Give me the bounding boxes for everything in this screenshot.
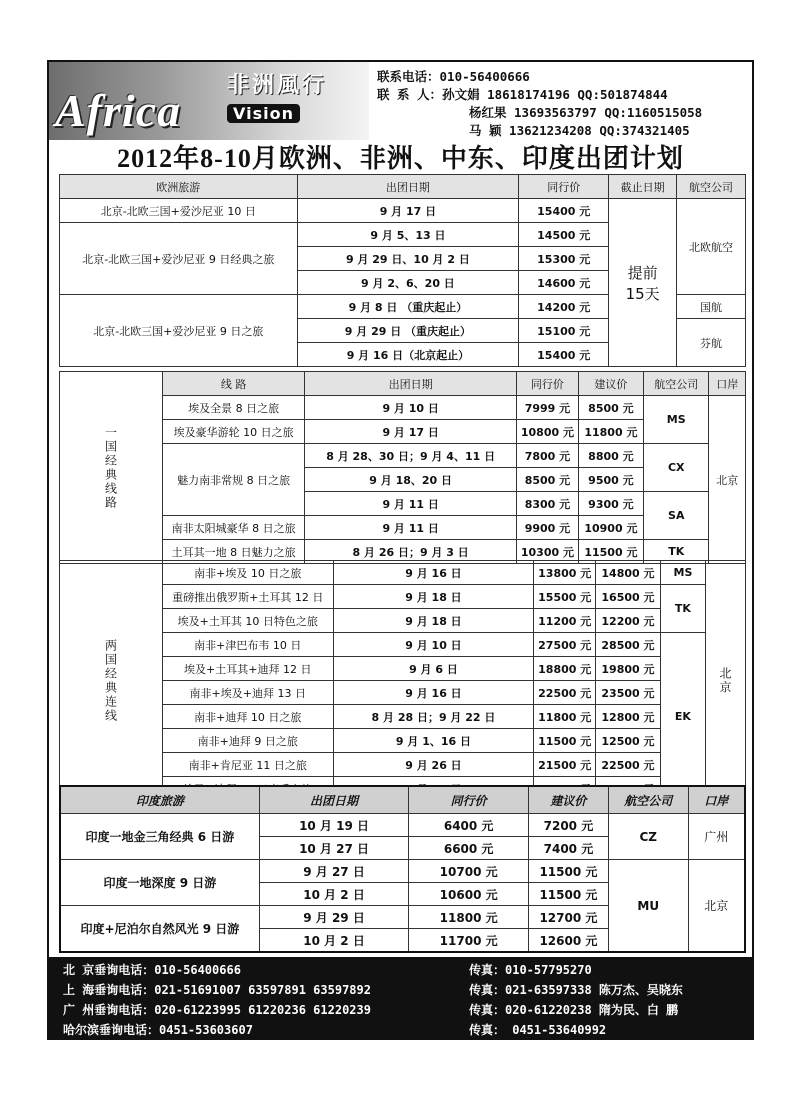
footer-contacts: [49, 957, 752, 1040]
departure-date: 8 月 28 日；9 月 22 日: [333, 705, 534, 729]
trade-price: 6600 元: [409, 837, 529, 860]
trade-price: 22500 元: [534, 681, 596, 705]
table-row: [60, 199, 746, 223]
trade-price: 7999 元: [517, 396, 579, 420]
route-name: 南非太阳城豪华 8 日之旅: [163, 516, 305, 540]
table-row: [60, 753, 746, 777]
suggested-price: 7200 元: [529, 814, 609, 837]
contact-row: [377, 68, 702, 86]
trade-price: 14600 元: [519, 271, 609, 295]
col-header: 出团日期: [305, 372, 517, 396]
logo-chinese: 非洲風行: [227, 73, 328, 98]
contact-row: [377, 86, 702, 104]
contact-info: [377, 68, 702, 140]
suggested-price: 12600 元: [529, 929, 609, 953]
brochure-page: [47, 60, 754, 1040]
route-name: 印度一地金三角经典 6 日游: [60, 814, 259, 860]
airline: MS: [660, 561, 705, 585]
departure-date: 9 月 16 日: [333, 681, 534, 705]
table-row: [60, 657, 746, 681]
route-name: 埃及豪华游轮 10 日之旅: [163, 420, 305, 444]
table-row: [60, 681, 746, 705]
trade-price: 11200 元: [534, 609, 596, 633]
departure-date: 10 月 19 日: [259, 814, 408, 837]
trade-price: 10600 元: [409, 883, 529, 906]
europe-table: [59, 174, 746, 367]
airline: MU: [608, 860, 688, 953]
airline: CX: [643, 444, 709, 492]
departure-date: 9 月 11 日: [305, 516, 517, 540]
route-name: 土耳其一地 8 日魅力之旅: [163, 540, 305, 564]
col-header: 出团日期: [259, 786, 408, 814]
airline: SA: [643, 492, 709, 540]
africa-vision-logo: [49, 62, 369, 140]
trade-price: 14200 元: [519, 295, 609, 319]
airline: CZ: [608, 814, 688, 860]
suggested-price: 11500 元: [578, 540, 643, 564]
suggested-price: 19800 元: [596, 657, 661, 681]
col-header: 口岸: [709, 372, 746, 396]
trade-price: 9900 元: [517, 516, 579, 540]
contact-value: 孙文娟 18618174196 QQ:501874844: [442, 87, 668, 102]
table-row: [60, 705, 746, 729]
airline: 北欧航空: [677, 199, 746, 295]
departure-date: 9 月 18、20 日: [305, 468, 517, 492]
route-name: 南非+埃及+迪拜 13 日: [163, 681, 334, 705]
one-country-table: [59, 371, 746, 564]
contact-label: 联系电话：: [377, 69, 440, 84]
section-label: 一国经典线路: [60, 372, 163, 564]
contact-row: [377, 104, 702, 122]
airline: TK: [660, 585, 705, 633]
trade-price: 21500 元: [534, 753, 596, 777]
suggested-price: 23500 元: [596, 681, 661, 705]
route-name: 埃及+土耳其+迪拜 12 日: [163, 657, 334, 681]
route-name: 印度+尼泊尔自然风光 9 日游: [60, 906, 259, 953]
airline: 国航: [677, 295, 746, 319]
route-name: 南非+迪拜 10 日之旅: [163, 705, 334, 729]
table-row: [60, 860, 745, 883]
trade-price: 27500 元: [534, 633, 596, 657]
logo-vision: Vision: [227, 104, 300, 123]
col-header: 航空公司: [677, 175, 746, 199]
trade-price: 15500 元: [534, 585, 596, 609]
departure-date: 9 月 17 日: [305, 420, 517, 444]
route-name: 魅力南非常规 8 日之旅: [163, 444, 305, 516]
departure-date: 9 月 27 日: [259, 860, 408, 883]
trade-price: 15300 元: [519, 247, 609, 271]
departure-date: 10 月 2 日: [259, 883, 408, 906]
port: 北京: [688, 860, 745, 953]
airline: EK: [660, 633, 705, 801]
departure-date: 8 月 26 日；9 月 3 日: [305, 540, 517, 564]
trade-price: 15400 元: [519, 343, 609, 367]
col-header: 欧洲旅游: [60, 175, 298, 199]
logo-africa: Africa: [55, 85, 182, 136]
trade-price: 6400 元: [409, 814, 529, 837]
airline: MS: [643, 396, 709, 444]
table-row: [60, 609, 746, 633]
suggested-price: 11500 元: [529, 883, 609, 906]
trade-price: 8500 元: [517, 468, 579, 492]
departure-date: 9 月 10 日: [333, 633, 534, 657]
footer-fax: 传真： 0451-53640992: [469, 1023, 607, 1037]
footer-phone: 哈尔滨垂询电话：0451-53603607: [63, 1023, 253, 1037]
departure-date: 9 月 10 日: [305, 396, 517, 420]
suggested-price: 9500 元: [578, 468, 643, 492]
section-label: 两国经典连线: [60, 561, 163, 801]
route-name: 北京-北欧三国+爱沙尼亚 9 日经典之旅: [60, 223, 298, 295]
departure-date: 9 月 6 日: [333, 657, 534, 681]
table-row: [60, 814, 745, 837]
footer-fax: 传真：010-57795270: [469, 963, 592, 977]
col-header: 建议价: [529, 786, 609, 814]
route-name: 北京-北欧三国+爱沙尼亚 9 日之旅: [60, 295, 298, 367]
suggested-price: 22500 元: [596, 753, 661, 777]
departure-date: 9 月 1、16 日: [333, 729, 534, 753]
table-row: [60, 633, 746, 657]
route-name: 南非+迪拜 9 日之旅: [163, 729, 334, 753]
table-row: [60, 396, 746, 420]
trade-price: 14500 元: [519, 223, 609, 247]
suggested-price: 10900 元: [578, 516, 643, 540]
trade-price: 10800 元: [517, 420, 579, 444]
suggested-price: 12700 元: [529, 906, 609, 929]
trade-price: 11700 元: [409, 929, 529, 953]
contact-value: 马 颖 13621234208 QQ:374321405: [469, 123, 690, 138]
two-country-table: [59, 560, 746, 801]
footer-phone: 北 京垂询电话：010-56400666: [63, 963, 241, 977]
footer-phone: 上 海垂询电话：021-51691007 63597891 63597892: [63, 983, 371, 997]
departure-date: 9 月 2、6、20 日: [297, 271, 519, 295]
page-title: 2012年8-10月欧洲、非洲、中东、印度出团计划: [117, 144, 684, 173]
trade-price: 15100 元: [519, 319, 609, 343]
footer-fax: 传真：020-61220238 隋为民、白 鹏: [469, 1003, 679, 1017]
col-header: 建议价: [578, 372, 643, 396]
suggested-price: 14800 元: [596, 561, 661, 585]
col-header: 同行价: [517, 372, 579, 396]
departure-date: 9 月 29 日: [259, 906, 408, 929]
suggested-price: 16500 元: [596, 585, 661, 609]
route-name: 埃及全景 8 日之旅: [163, 396, 305, 420]
departure-date: 9 月 8 日 （重庆起止）: [297, 295, 519, 319]
departure-date: 9 月 11 日: [305, 492, 517, 516]
trade-price: 11800 元: [409, 906, 529, 929]
departure-date: 10 月 27 日: [259, 837, 408, 860]
col-header: 同行价: [519, 175, 609, 199]
trade-price: 10300 元: [517, 540, 579, 564]
suggested-price: 9300 元: [578, 492, 643, 516]
table-row: [60, 561, 746, 585]
col-header: 口岸: [688, 786, 745, 814]
route-name: 印度一地深度 9 日游: [60, 860, 259, 906]
col-header: 印度旅游: [60, 786, 259, 814]
trade-price: 13800 元: [534, 561, 596, 585]
departure-date: 9 月 18 日: [333, 585, 534, 609]
departure-date: 9 月 29 日 （重庆起止）: [297, 319, 519, 343]
route-name: 北京-北欧三国+爱沙尼亚 10 日: [60, 199, 298, 223]
trade-price: 11800 元: [534, 705, 596, 729]
footer-fax: 传真：021-63597338 陈万杰、吴晓东: [469, 983, 683, 997]
departure-date: 8 月 28、30 日；9 月 4、11 日: [305, 444, 517, 468]
departure-date: 9 月 17 日: [297, 199, 519, 223]
route-name: 南非+津巴布韦 10 日: [163, 633, 334, 657]
route-name: 重磅推出俄罗斯+土耳其 12 日: [163, 585, 334, 609]
table-row: [60, 516, 746, 540]
header: [49, 62, 752, 140]
route-name: 南非+肯尼亚 11 日之旅: [163, 753, 334, 777]
suggested-price: 8500 元: [578, 396, 643, 420]
port: 广州: [688, 814, 745, 860]
table-row: [60, 729, 746, 753]
airline: TK: [643, 540, 709, 564]
contact-label: 联 系 人：: [377, 87, 443, 102]
suggested-price: 11800 元: [578, 420, 643, 444]
col-header: 航空公司: [608, 786, 688, 814]
suggested-price: 12500 元: [596, 729, 661, 753]
col-header: 出团日期: [297, 175, 519, 199]
trade-price: 11500 元: [534, 729, 596, 753]
suggested-price: 11500 元: [529, 860, 609, 883]
trade-price: 8300 元: [517, 492, 579, 516]
departure-date: 9 月 29 日、10 月 2 日: [297, 247, 519, 271]
suggested-price: 8800 元: [578, 444, 643, 468]
contact-value: 010-56400666: [439, 69, 530, 84]
table-row: [60, 585, 746, 609]
departure-date: 10 月 2 日: [259, 929, 408, 953]
table-row: [60, 444, 746, 468]
col-header: 线 路: [163, 372, 305, 396]
suggested-price: 7400 元: [529, 837, 609, 860]
route-name: 埃及+土耳其 10 日特色之旅: [163, 609, 334, 633]
table-row: [60, 420, 746, 444]
departure-date: 9 月 26 日: [333, 753, 534, 777]
india-table: [59, 785, 746, 953]
suggested-price: 28500 元: [596, 633, 661, 657]
departure-date: 9 月 16 日（北京起止）: [297, 343, 519, 367]
deadline: 提前 15天: [609, 199, 677, 367]
departure-date: 9 月 16 日: [333, 561, 534, 585]
trade-price: 10700 元: [409, 860, 529, 883]
trade-price: 18800 元: [534, 657, 596, 681]
port: 北京: [709, 396, 746, 564]
suggested-price: 12800 元: [596, 705, 661, 729]
col-header: 航空公司: [643, 372, 709, 396]
port: 北京: [705, 561, 745, 801]
suggested-price: 12200 元: [596, 609, 661, 633]
col-header: 截止日期: [609, 175, 677, 199]
trade-price: 15400 元: [519, 199, 609, 223]
footer-phone: 广 州垂询电话：020-61223995 61220236 61220239: [63, 1003, 371, 1017]
departure-date: 9 月 5、13 日: [297, 223, 519, 247]
trade-price: 7800 元: [517, 444, 579, 468]
route-name: 南非+埃及 10 日之旅: [163, 561, 334, 585]
col-header: 同行价: [409, 786, 529, 814]
airline: 芬航: [677, 319, 746, 367]
departure-date: 9 月 18 日: [333, 609, 534, 633]
contact-value: 杨红果 13693563797 QQ:1160515058: [469, 105, 703, 120]
